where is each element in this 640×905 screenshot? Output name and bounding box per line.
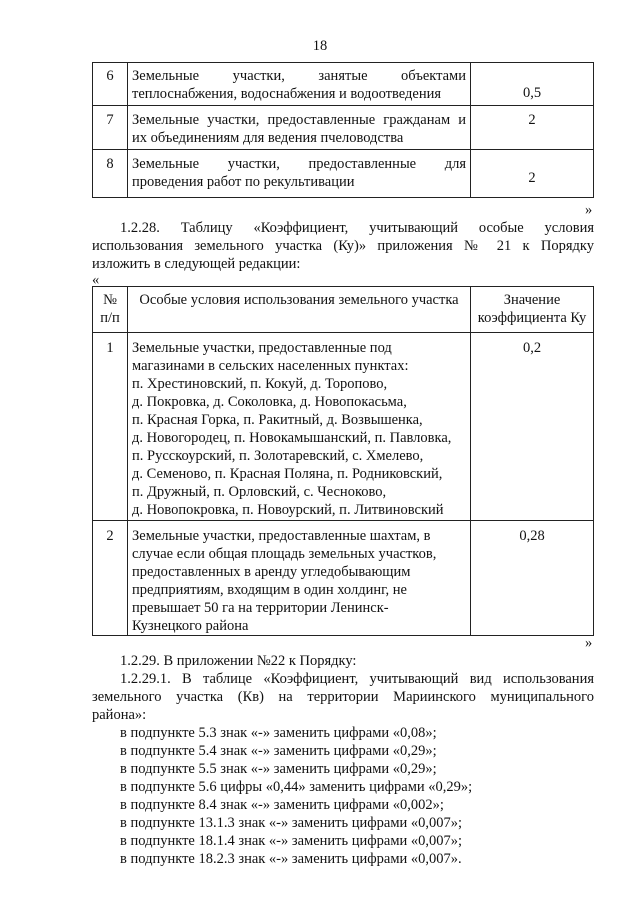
list-item: в подпункте 5.4 знак «-» заменить цифрами «0,29»; xyxy=(120,743,437,759)
close-quote: » xyxy=(585,635,593,651)
list-item: в подпункте 5.5 знак «-» заменить цифрами «0,29»; xyxy=(120,761,437,777)
header-value: Значение коэффициента Ку xyxy=(471,287,594,333)
row-number: 6 xyxy=(93,63,128,106)
paragraph-1-2-29-1: 1.2.29.1. В таблице «Коэффициент, учитывающий вид использования земельного участка (Кв) на территории Мариинского муниципального района»: xyxy=(92,671,594,723)
paragraph-1-2-29: 1.2.29. В приложении №22 к Порядку: xyxy=(120,653,357,669)
table-coefficients xyxy=(92,286,594,636)
page-number: 18 xyxy=(312,38,328,54)
list-item: в подпункте 13.1.3 знак «-» заменить цифрами «0,007»; xyxy=(120,815,463,831)
table-continuation xyxy=(92,62,594,198)
list-item: в подпункте 18.1.4 знак «-» заменить цифрами «0,007»; xyxy=(120,833,463,849)
list-item: в подпункте 18.2.3 знак «-» заменить цифрами «0,007». xyxy=(120,851,462,867)
row-number: 2 xyxy=(93,521,128,636)
list-item: в подпункте 5.6 цифры «0,44» заменить цифрами «0,29»; xyxy=(120,779,473,795)
table-row xyxy=(93,333,594,521)
list-item: в подпункте 8.4 знак «-» заменить цифрами «0,002»; xyxy=(120,797,444,813)
row-text: Земельные участки, предоставленные шахтам, в случае если общая площадь земельных участков, предоставленных в аренду угледобывающим предприятиям, входящим в один холдинг, не превышает 50 га на территории Ленинск- Кузнецкого района xyxy=(128,521,471,636)
table-row xyxy=(93,150,594,198)
header-conditions: Особые условия использования земельного участка xyxy=(128,287,471,333)
row-text: Земельные участки, предоставленные для проведения работ по рекультивации xyxy=(128,150,471,198)
close-quote: » xyxy=(585,202,593,218)
row-value: 0,28 xyxy=(471,521,594,636)
table-row xyxy=(93,63,594,106)
row-text: Земельные участки, предоставленные под магазинами в сельских населенных пунктах: п. Хрестиновский, п. Кокуй, д. Торопово, д. Покровка, д. Соколовка, д. Новопокасьма, п. Красная Горка, п. Ракитный, д. Возвышенка, д. Новогородец, п. Новокамышанский, п. Павловка, п. Русскоурский, п. Золотаревский, с. Хмелево, д. Семеново, п. Красная Поляна, п. Родниковский, п. Дружный, п. Орловский, с. Чесноково, д. Новопокровка, п. Новоурский, п. Литвиновский xyxy=(128,333,471,521)
row-number: 8 xyxy=(93,150,128,198)
paragraph-1-2-28: 1.2.28. Таблицу «Коэффициент, учитывающий особые условия использования земельного участка (Ку)» приложения № 21 к Порядку изложить в следующей редакции: xyxy=(92,220,594,272)
list-item: в подпункте 5.3 знак «-» заменить цифрами «0,08»; xyxy=(120,725,437,741)
row-number: 1 xyxy=(93,333,128,521)
row-text: Земельные участки, предоставленные гражданам и их объединениям для ведения пчеловодства xyxy=(128,106,471,150)
open-quote: « xyxy=(92,272,100,288)
header-number: № п/п xyxy=(93,287,128,333)
table-row xyxy=(93,521,594,636)
table-row xyxy=(93,106,594,150)
row-value: 2 xyxy=(471,150,594,198)
row-number: 7 xyxy=(93,106,128,150)
row-value: 0,2 xyxy=(471,333,594,521)
row-value: 2 xyxy=(471,106,594,150)
row-value: 0,5 xyxy=(471,63,594,106)
row-text: Земельные участки, занятые объектами теплоснабжения, водоснабжения и водоотведения xyxy=(128,63,471,106)
table-header-row xyxy=(93,287,594,333)
